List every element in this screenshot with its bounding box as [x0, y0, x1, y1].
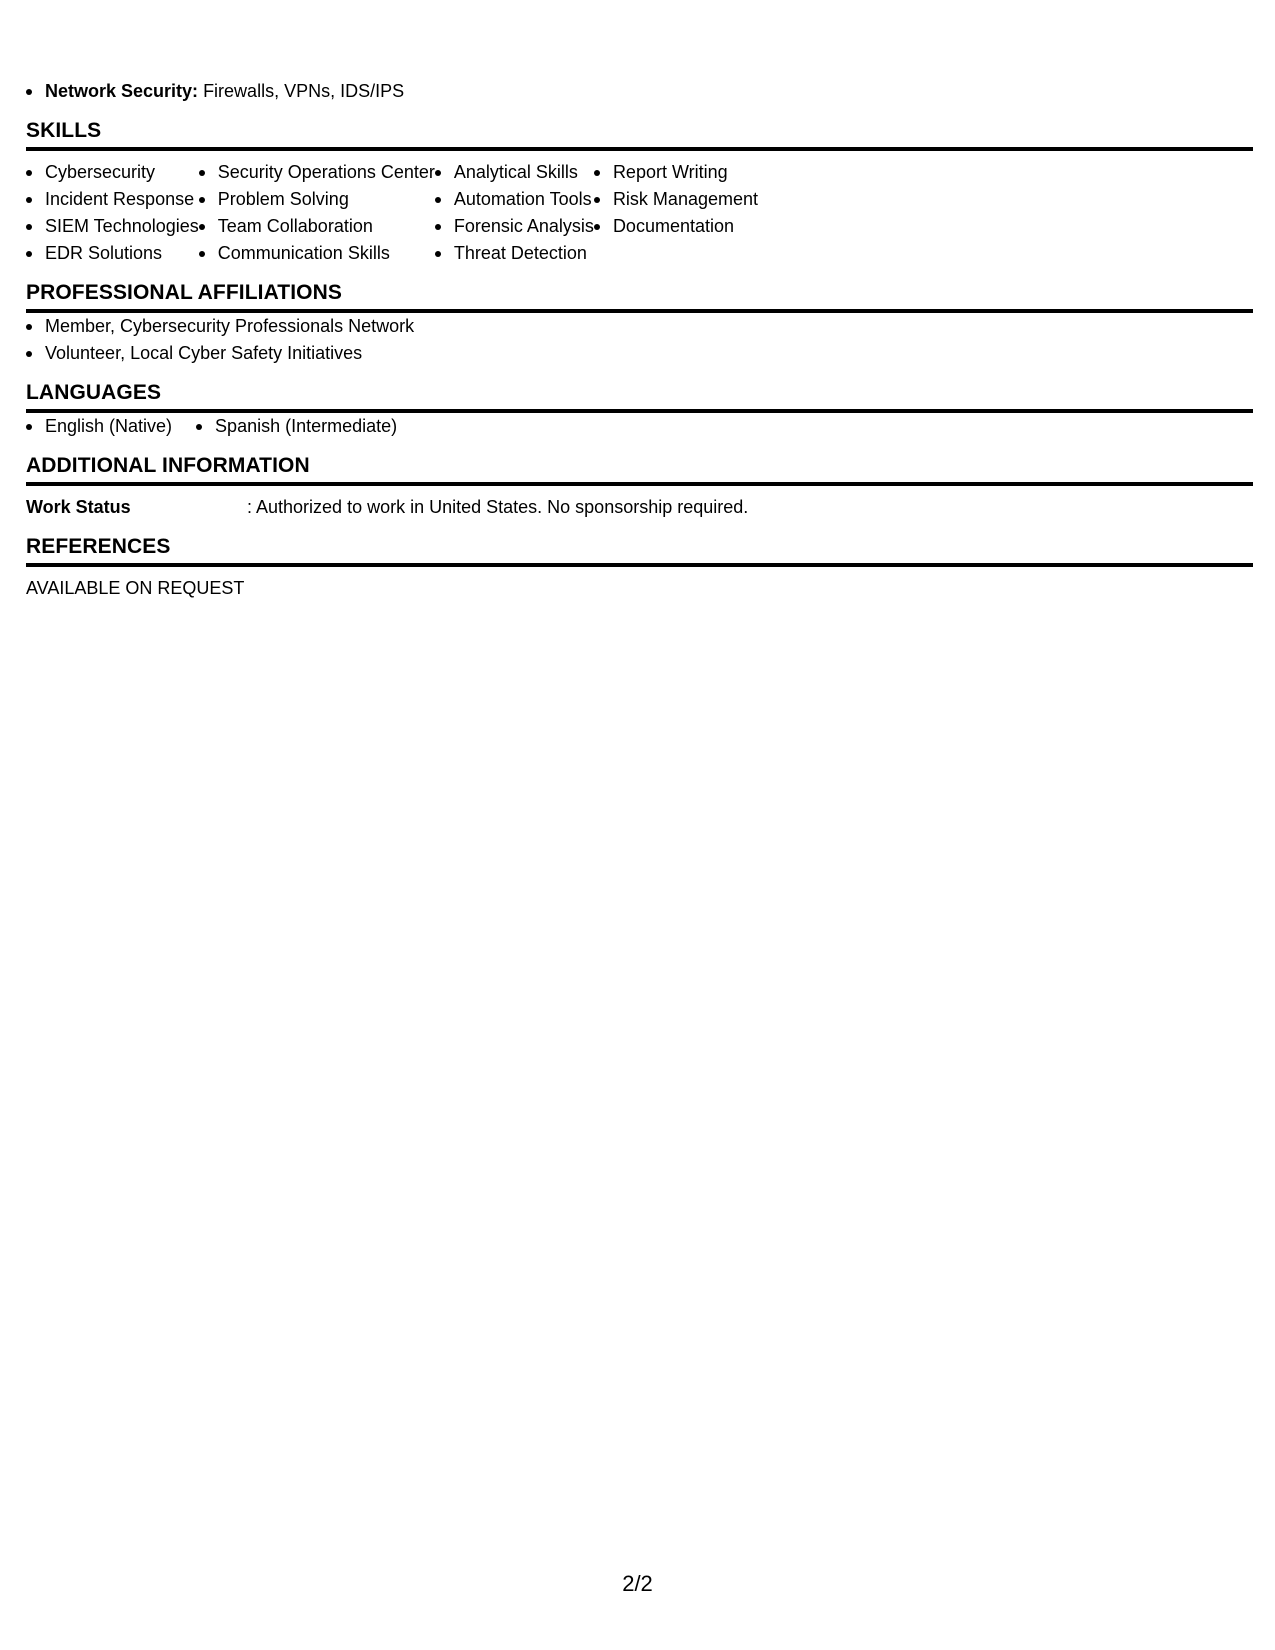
skill-item: Threat Detection	[453, 243, 587, 263]
references-section	[26, 534, 1253, 602]
skills-column-4	[594, 159, 758, 267]
bullet-icon	[594, 224, 600, 230]
additional-info-section	[26, 453, 1253, 521]
list-item	[199, 186, 435, 213]
list-item	[199, 159, 435, 186]
list-item	[435, 240, 594, 267]
section-title-skills: SKILLS	[26, 118, 1253, 151]
skills-column-2	[199, 159, 435, 267]
list-item	[26, 240, 199, 267]
affiliation-item: Member, Cybersecurity Professionals Network	[45, 316, 415, 336]
list-item	[26, 186, 199, 213]
references-text: AVAILABLE ON REQUEST	[26, 578, 245, 598]
technical-skills-list	[26, 78, 1253, 105]
info-row	[26, 494, 1253, 521]
language-item: English (Native)	[45, 416, 173, 436]
bullet-icon	[199, 170, 205, 176]
skills-grid	[26, 151, 1253, 267]
bullet-icon	[26, 89, 32, 95]
list-item	[199, 213, 435, 240]
bullet-icon	[435, 170, 441, 176]
info-value: : Authorized to work in United States. No sponsorship required.	[247, 497, 749, 517]
skill-item: Incident Response	[45, 189, 195, 209]
skill-item: Analytical Skills	[453, 162, 578, 182]
page-number: 2/2	[622, 1571, 653, 1596]
info-label: Work Status	[26, 497, 131, 517]
bullet-icon	[26, 424, 32, 430]
languages-list	[26, 413, 1253, 440]
bullet-icon	[26, 224, 32, 230]
affiliation-item: Volunteer, Local Cyber Safety Initiatives	[45, 343, 363, 363]
section-title-additional-info: ADDITIONAL INFORMATION	[26, 453, 1253, 486]
section-title-references: REFERENCES	[26, 534, 1253, 567]
bullet-icon	[594, 170, 600, 176]
section-title-languages: LANGUAGES	[26, 380, 1253, 413]
list-item	[26, 313, 1253, 340]
skills-column-3	[435, 159, 594, 267]
bullet-icon	[26, 324, 32, 330]
skill-item: Team Collaboration	[217, 216, 373, 236]
languages-section	[26, 380, 1253, 440]
resume-content	[26, 78, 1253, 602]
skill-item: Report Writing	[612, 162, 728, 182]
bullet-icon	[26, 170, 32, 176]
skill-item: Automation Tools	[453, 189, 592, 209]
bullet-icon	[594, 197, 600, 203]
skill-item: Security Operations Center	[217, 162, 435, 182]
skills-section	[26, 118, 1253, 267]
list-item	[594, 159, 758, 186]
additional-info-body	[26, 486, 1253, 521]
skill-item: SIEM Technologies	[45, 216, 199, 236]
list-item	[594, 186, 758, 213]
section-title-affiliations: PROFESSIONAL AFFILIATIONS	[26, 280, 1253, 313]
bullet-icon	[199, 251, 205, 257]
list-item	[26, 413, 172, 440]
list-item	[196, 413, 397, 440]
skill-item: Documentation	[612, 216, 735, 236]
affiliations-section	[26, 280, 1253, 367]
list-item	[26, 213, 199, 240]
skill-item: Communication Skills	[217, 243, 390, 263]
bullet-icon	[26, 251, 32, 257]
list-item	[26, 159, 199, 186]
skill-item: Problem Solving	[217, 189, 349, 209]
skill-category-label: Network Security:	[45, 81, 199, 101]
bullet-icon	[435, 224, 441, 230]
bullet-icon	[435, 251, 441, 257]
bullet-icon	[435, 197, 441, 203]
bullet-icon	[26, 197, 32, 203]
list-item	[435, 186, 594, 213]
list-item	[26, 78, 1253, 105]
list-item	[199, 240, 435, 267]
skill-item: Risk Management	[612, 189, 759, 209]
bullet-icon	[26, 351, 32, 357]
skill-item: Forensic Analysis	[453, 216, 594, 236]
list-item	[26, 340, 1253, 367]
bullet-icon	[196, 424, 202, 430]
skill-item: EDR Solutions	[45, 243, 163, 263]
list-item	[435, 213, 594, 240]
affiliations-list	[26, 313, 1253, 367]
list-item	[435, 159, 594, 186]
bullet-icon	[199, 224, 205, 230]
language-item: Spanish (Intermediate)	[215, 416, 398, 436]
skills-column-1	[26, 159, 199, 267]
skill-item: Cybersecurity	[45, 162, 156, 182]
bullet-icon	[199, 197, 205, 203]
skill-category-value: Firewalls, VPNs, IDS/IPS	[203, 81, 405, 101]
list-item	[594, 213, 758, 240]
